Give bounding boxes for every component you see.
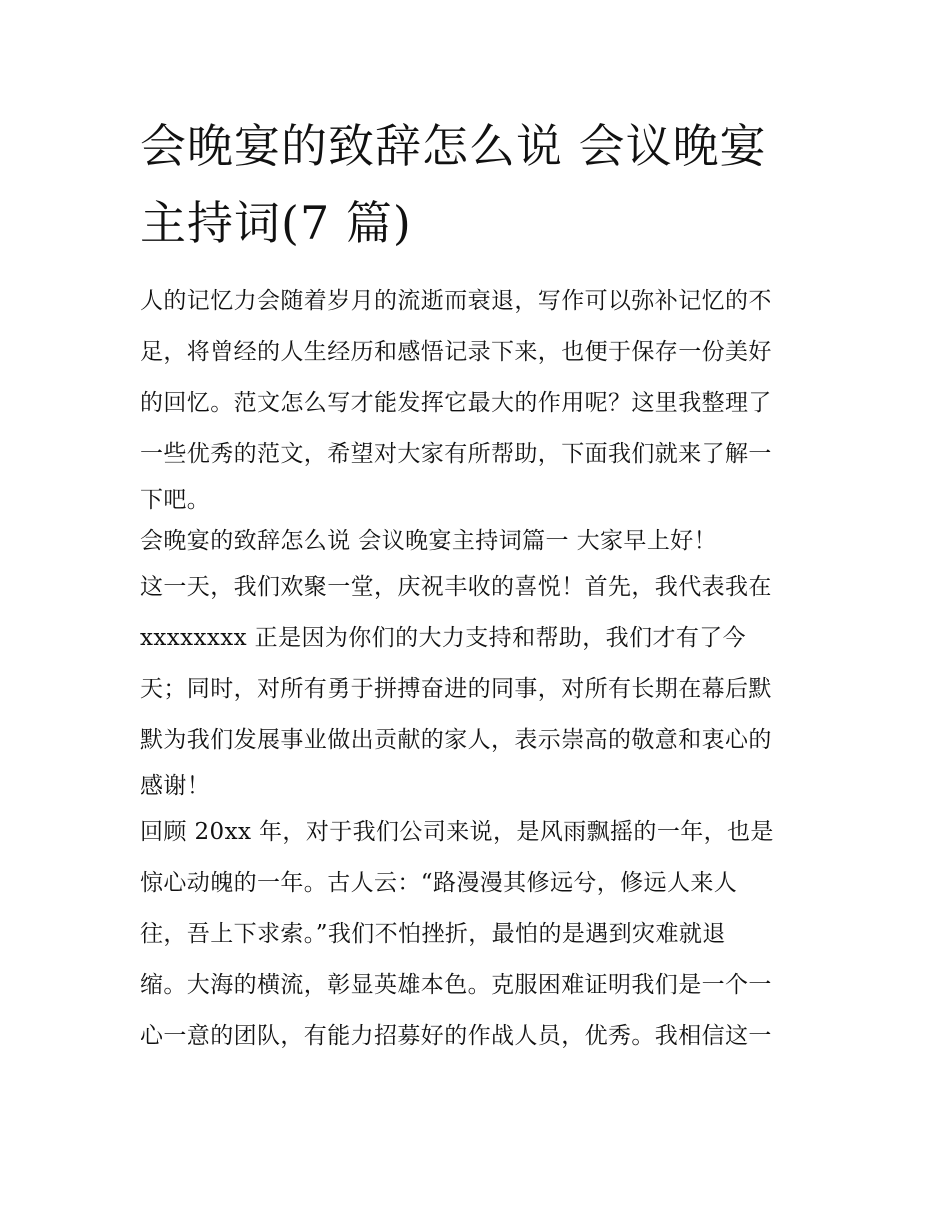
body-line-9: 天；同时，对所有勇于拼搏奋进的同事，对所有长期在幕后默 [140,676,772,702]
body-line-5: 下吧。 [140,487,211,513]
body-line-1: 人的记忆力会随着岁月的流逝而衰退，写作可以弥补记忆的不 [140,288,772,314]
body-line-10: 默为我们发展事业做出贡献的家人，表示崇高的敬意和衷心的 [140,727,772,753]
body-line-14: 往，吾上下求索。”我们不怕挫折，最怕的是遇到灾难就退 [140,921,726,947]
body-line-11: 感谢！ [140,773,211,799]
section-heading: 会晚宴的致辞怎么说 会议晚宴主持词篇一 大家早上好！ [140,528,718,554]
title-line-2: 主持词(7 篇) [140,196,412,250]
document-title [140,108,820,262]
body-line-3: 的回忆。范文怎么写才能发挥它最大的作用呢？这里我整理了 [140,390,772,416]
body-line-4: 一些优秀的范文，希望对大家有所帮助，下面我们就来了解一 [140,441,772,467]
document-body [140,276,812,1062]
body-line-16: 心一意的团队，有能力招募好的作战人员，优秀。我相信这一 [140,1023,772,1049]
body-line-12: 回顾 20xx 年，对于我们公司来说，是风雨飘摇的一年，也是 [140,819,774,845]
body-line-7: 这一天，我们欢聚一堂，庆祝丰收的喜悦！首先，我代表我在 [140,574,772,600]
body-line-2: 足，将曾经的人生经历和感悟记录下来，也便于保存一份美好 [140,339,772,365]
body-line-15: 缩。大海的横流，彰显英雄本色。克服困难证明我们是一个一 [140,972,772,998]
title-line-1: 会晚宴的致辞怎么说 会议晚宴 [140,119,767,173]
body-line-13: 惊心动魄的一年。古人云：“路漫漫其修远兮，修远人来人 [140,870,738,896]
body-line-8: xxxxxxxx 正是因为你们的大力支持和帮助，我们才有了今 [140,625,747,651]
